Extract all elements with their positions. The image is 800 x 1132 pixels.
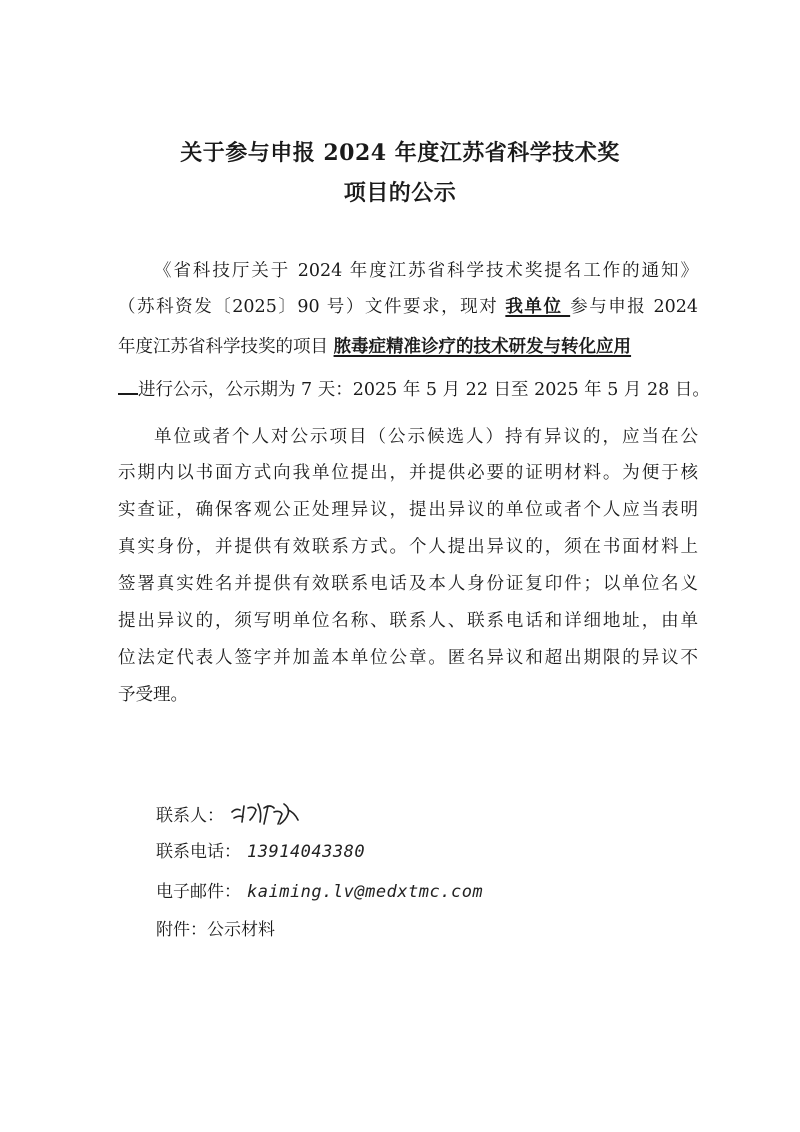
attachment-value: 公示材料 (207, 920, 275, 940)
para2-line-3: 实查证，确保客观公正处理异议，提出异议的单位或者个人应当表明 (118, 500, 698, 520)
para2-line-5: 签署真实姓名并提供有效联系电话及本人身份证复印件；以单位名义 (118, 574, 698, 594)
para1-line-3-pre: 年度江苏省科学技奖的项目 (118, 337, 334, 357)
para2-line-6: 提出异议的，须写明单位名称、联系人、联系电话和详细地址，由单 (118, 611, 698, 631)
para2-line-1: 单位或者个人对公示项目（公示候选人）持有异议的，应当在公 (154, 427, 698, 447)
para2-line-2: 示期内以书面方式向我单位提出，并提供必要的证明材料。为便于核 (118, 463, 698, 483)
contact-phone-label: 联系电话： (156, 842, 241, 862)
para1-line-4 (118, 375, 710, 402)
nominating-unit: 我单位 (505, 297, 571, 317)
para1-line-2-pre: （苏科资发〔2025〕90 号）文件要求，现对 (118, 297, 506, 317)
title-line-2: 项目的公示 (343, 180, 457, 206)
contact-person-row (156, 798, 308, 835)
handwritten-signature (228, 798, 308, 835)
title-line-1: 关于参与申报 2024 年度江苏省科学技术奖 (180, 140, 620, 166)
para2-line-8: 予受理。 (118, 685, 188, 705)
para1-line-1: 《省科技厅关于 2024 年度江苏省科学技术奖提名工作的通知》 (154, 261, 698, 281)
para1-line-4-text: 进行公示，公示期为 7 天：2025 年 5 月 22 日至 2025 年 5 月 28 日。 (138, 380, 710, 400)
project-name: 脓毒症精准诊疗的技术研发与转化应用 (333, 337, 632, 357)
contact-person-label: 联系人： (156, 806, 224, 826)
para2-line-7: 位法定代表人签字并加盖本单位公章。匿名异议和超出期限的异议不 (118, 648, 698, 668)
contact-email-value: kaiming.lv@medxtmc.com (247, 882, 484, 902)
contact-phone-row (156, 840, 365, 864)
para2-line-4: 真实身份，并提供有效联系方式。个人提出异议的，须在书面材料上 (118, 537, 698, 557)
para1-line-2 (118, 295, 698, 319)
contact-email-label: 电子邮件： (156, 882, 241, 902)
contact-email-row (156, 880, 483, 904)
contact-phone-value: 13914043380 (247, 842, 366, 862)
underline-blank (118, 375, 138, 395)
para1-line-2-post: 参与申报 2024 (570, 297, 698, 317)
attachment-row (156, 918, 275, 942)
attachment-label: 附件： (156, 920, 207, 940)
para1-line-3 (118, 335, 698, 359)
